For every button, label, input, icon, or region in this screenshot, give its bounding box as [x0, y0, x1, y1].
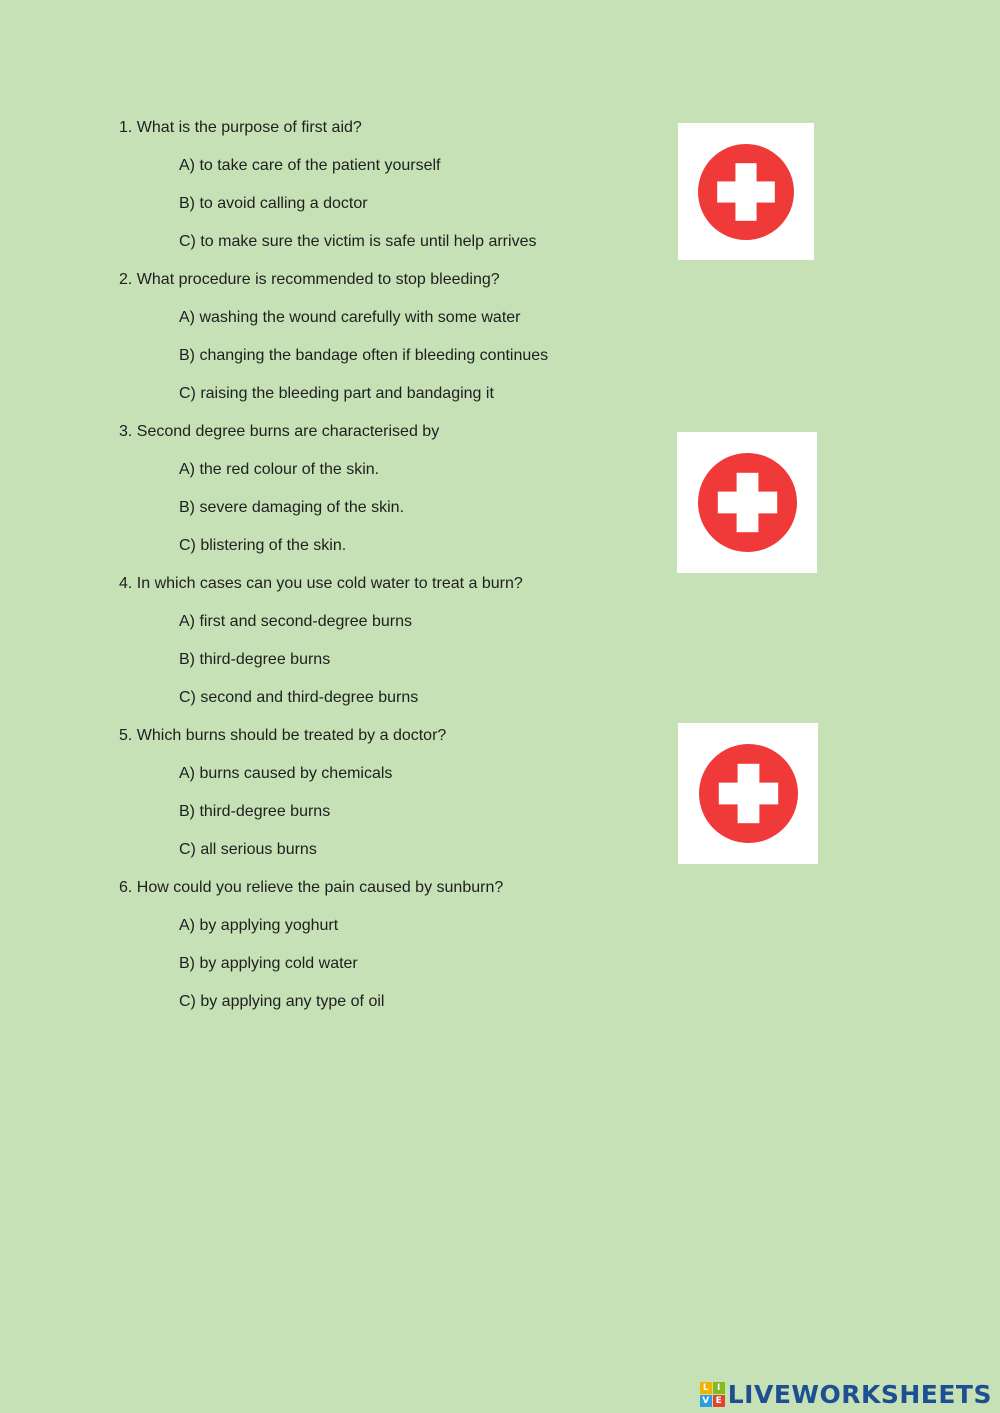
brand-mark-letter: L: [700, 1382, 712, 1394]
question-4: [119, 574, 659, 708]
first-aid-badge: [677, 432, 817, 573]
first-aid-badge: [678, 123, 814, 260]
question-list: [119, 118, 659, 1030]
answer-option-b[interactable]: B) severe damaging of the skin.: [179, 499, 405, 516]
liveworksheets-logo: [700, 1382, 992, 1407]
question-text: 4. In which cases can you use cold water to treat a burn?: [119, 575, 523, 592]
first-aid-cross-icon: [698, 453, 797, 552]
question-text: 1. What is the purpose of first aid?: [119, 119, 362, 136]
question-text: 5. Which burns should be treated by a doctor?: [119, 727, 447, 744]
answer-option-b[interactable]: B) third-degree burns: [179, 651, 331, 668]
brand-mark-letter: I: [713, 1382, 725, 1394]
question-1: [119, 118, 659, 252]
answer-option-c[interactable]: C) second and third-degree burns: [179, 689, 419, 706]
question-text: 2. What procedure is recommended to stop bleeding?: [119, 271, 500, 288]
answer-option-b[interactable]: B) third-degree burns: [179, 803, 331, 820]
liveworksheets-mark-icon: [700, 1382, 725, 1407]
answer-option-a[interactable]: A) to take care of the patient yourself: [179, 157, 441, 174]
first-aid-cross-icon: [698, 144, 794, 240]
question-3: [119, 422, 659, 556]
question-6: [119, 878, 659, 1012]
question-2: [119, 270, 659, 404]
first-aid-cross-icon: [699, 744, 798, 843]
answer-option-b[interactable]: B) to avoid calling a doctor: [179, 195, 368, 212]
answer-option-c[interactable]: C) blistering of the skin.: [179, 537, 347, 554]
brand-mark-letter: V: [700, 1395, 712, 1407]
answer-option-a[interactable]: A) washing the wound carefully with some water: [179, 309, 521, 326]
answer-option-c[interactable]: C) raising the bleeding part and bandaging it: [179, 385, 494, 402]
answer-option-a[interactable]: A) the red colour of the skin.: [179, 461, 380, 478]
answer-option-c[interactable]: C) by applying any type of oil: [179, 993, 385, 1010]
answer-option-a[interactable]: A) first and second-degree burns: [179, 613, 413, 630]
question-text: 6. How could you relieve the pain caused by sunburn?: [119, 879, 504, 896]
answer-option-a[interactable]: A) burns caused by chemicals: [179, 765, 393, 782]
answer-option-a[interactable]: A) by applying yoghurt: [179, 917, 339, 934]
answer-option-b[interactable]: B) by applying cold water: [179, 955, 358, 972]
brand-name: LIVEWORKSHEETS: [727, 1380, 992, 1409]
first-aid-badge: [678, 723, 818, 864]
answer-option-b[interactable]: B) changing the bandage often if bleeding continues: [179, 347, 549, 364]
brand-mark-letter: E: [713, 1395, 725, 1407]
answer-option-c[interactable]: C) to make sure the victim is safe until help arrives: [179, 233, 537, 250]
question-text: 3. Second degree burns are characterised by: [119, 423, 440, 440]
question-5: [119, 726, 659, 860]
answer-option-c[interactable]: C) all serious burns: [179, 841, 317, 858]
